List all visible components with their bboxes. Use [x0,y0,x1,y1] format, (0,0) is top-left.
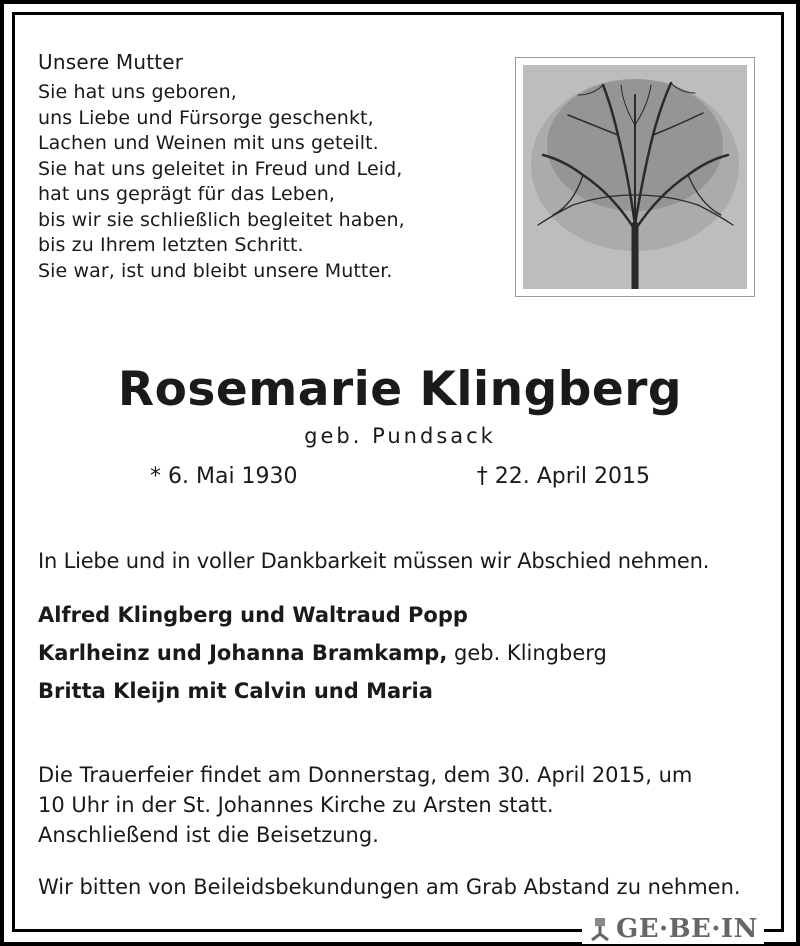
mourner-names: Britta Kleijn mit Calvin und Maria [38,679,433,703]
poem-line: Lachen und Weinen mit uns geteilt. [38,132,379,154]
mourner-note: geb. Klingberg [447,641,607,665]
poem-line: bis zu Ihrem letzten Schritt. [38,234,304,256]
gebein-logo [582,914,764,944]
logo-text: GE·BE·IN [616,914,758,944]
poem [38,48,498,284]
deceased-name: Rosemarie Klingberg [117,362,683,417]
poem-title: Unsere Mutter [38,50,184,74]
poem-line: hat uns geprägt für das Leben, [38,183,336,205]
tree-icon [523,65,747,289]
farewell-text: In Liebe und in voller Dankbarkeit müssen wir Abschied nehmen. [38,549,710,573]
mourners-list [38,596,607,710]
mourner-line [38,596,607,634]
poem-line: Sie hat uns geleitet in Freud und Leid, [38,157,403,180]
mourner-names: Karlheinz und Johanna Bramkamp, [38,641,448,665]
ceremony-info [38,760,692,850]
death-date: † 22. April 2015 [476,464,650,489]
ceremony-line: Anschließend ist die Beisetzung. [38,823,379,847]
maiden-name: geb. Pundsack [304,424,496,448]
mourner-line [38,672,607,710]
tree-photo [523,65,747,289]
poem-lines [38,80,498,284]
ceremony-line: 10 Uhr in der St. Johannes Kirche zu Arsten statt. [38,793,554,817]
birth-date: * 6. Mai 1930 [150,464,298,489]
figure-logo-icon [588,916,612,942]
poem-line: bis wir sie schließlich begleitet haben, [38,208,405,231]
mourner-line [38,634,607,672]
poem-line: Sie hat uns geboren, [38,81,237,103]
photo-frame [515,57,755,297]
poem-line: Sie war, ist und bleibt unsere Mutter. [38,259,393,282]
condolence-request: Wir bitten von Beileidsbekundungen am Grab Abstand zu nehmen. [38,875,741,899]
mourner-names: Alfred Klingberg und Waltraud Popp [38,603,468,627]
poem-line: uns Liebe und Fürsorge geschenkt, [38,106,374,129]
ceremony-line: Die Trauerfeier findet am Donnerstag, dem 30. April 2015, um [38,763,693,787]
